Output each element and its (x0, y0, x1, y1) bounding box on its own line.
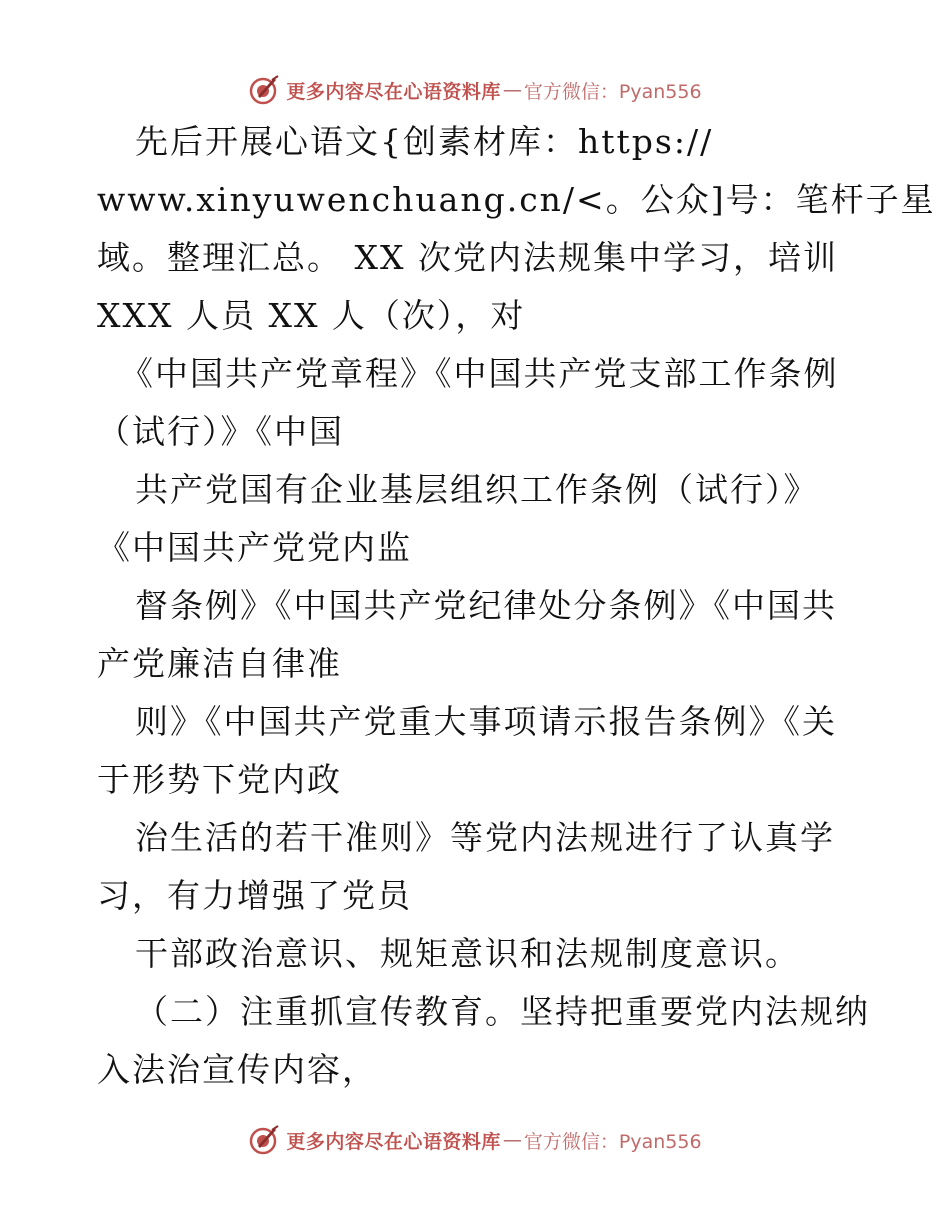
body-line-14: 习，有力增强了党员 (97, 876, 412, 915)
body-line-5: 《中国共产党章程》《中国共产党支部工作条例 (120, 354, 839, 393)
header-banner (0, 70, 950, 110)
body-line-11: 则》《中国共产党重大事项请示报告条例》《关 (135, 702, 837, 741)
body-line-10: 产党廉洁自律准 (97, 644, 342, 683)
body-line-16: （二）注重抓宣传教育。坚持把重要党内法规纳 (135, 992, 870, 1031)
body-line-2: www.xinyuwenchuang.cn/<。公众]号：笔杆子星 (97, 180, 936, 219)
header-dash: — (502, 79, 522, 101)
quill-circle-icon (248, 1124, 280, 1156)
body-line-13: 治生活的若干准则》等党内法规进行了认真学 (135, 818, 835, 857)
body-line-9: 督条例》《中国共产党纪律处分条例》《中国共 (135, 586, 837, 625)
footer-dash: — (502, 1129, 522, 1151)
footer-banner (0, 1120, 950, 1160)
header-contact: 官方微信：Pyan556 (523, 80, 702, 103)
body-line-6: （试行）》《中国 (97, 412, 344, 451)
body-line-3: 域。整理汇总。 XX 次党内法规集中学习，培训 (97, 238, 838, 277)
body-line-1: 先后开展心语文{创素材库：https:// (135, 122, 714, 161)
body-line-7: 共产党国有企业基层组织工作条例（试行）》 (135, 470, 819, 509)
body-line-15: 干部政治意识、规矩意识和法规制度意识。 (135, 934, 800, 973)
header-brand-text: 更多内容尽在心语资料库 (286, 80, 501, 103)
quill-circle-icon (248, 74, 280, 106)
body-line-8: 《中国共产党党内监 (97, 528, 412, 567)
body-line-17: 入法治宣传内容， (97, 1050, 377, 1089)
body-line-4: XXX 人员 XX 人（次），对 (97, 296, 526, 335)
footer-brand-text: 更多内容尽在心语资料库 (286, 1130, 501, 1153)
body-line-12: 于形势下党内政 (97, 760, 342, 799)
footer-contact: 官方微信：Pyan556 (523, 1130, 702, 1153)
